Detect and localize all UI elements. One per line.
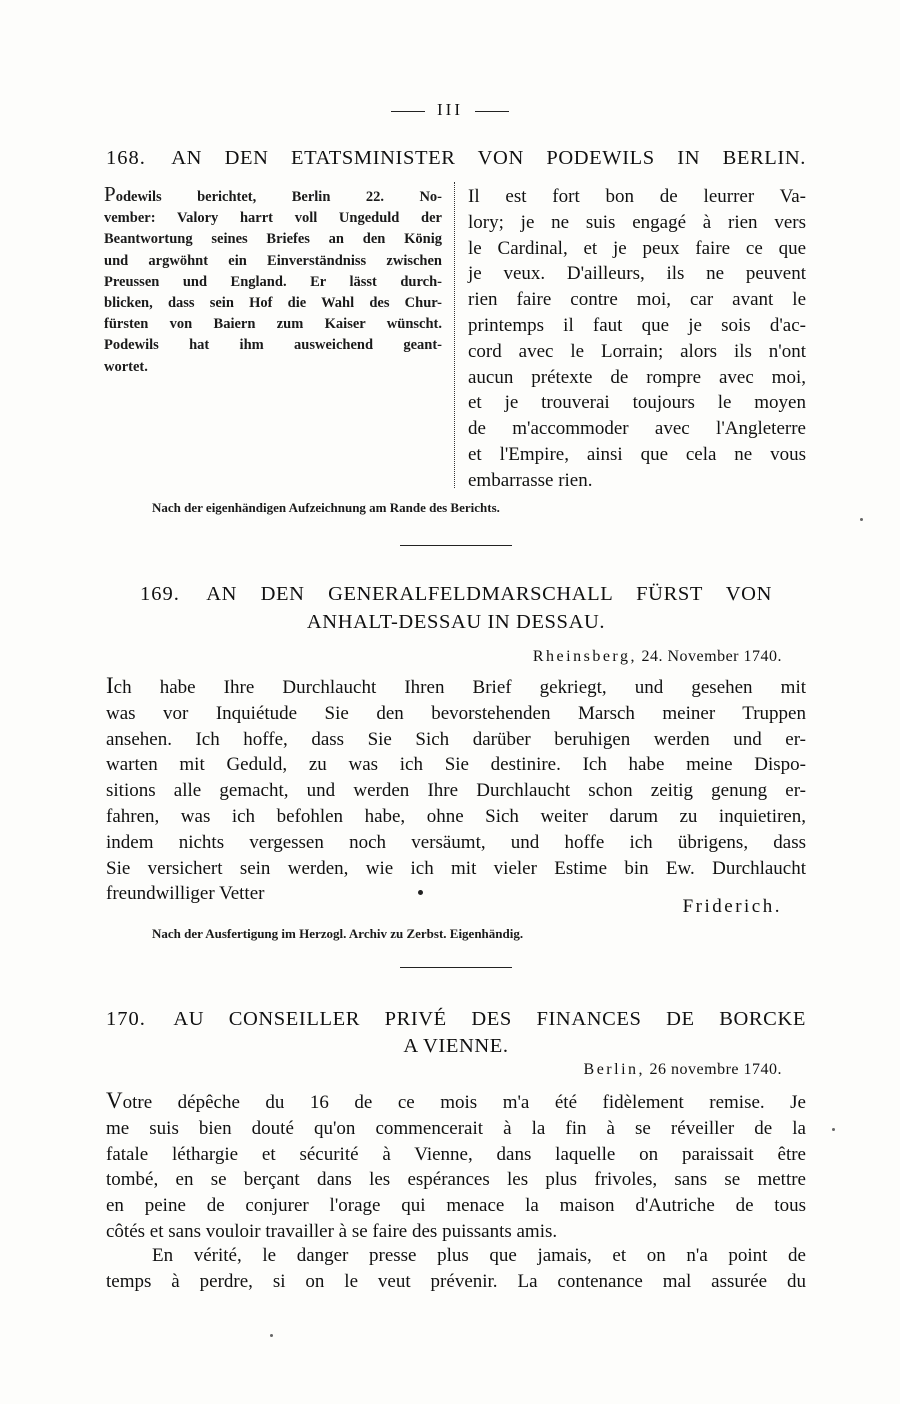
- section-170-dateline: [584, 1061, 782, 1079]
- letter-line: indem nichts vergessen noch versäumt, und hoffe ich übrigens, dass: [106, 831, 806, 853]
- section-168-title: [106, 144, 806, 172]
- dateline-date: 26 novembre 1740.: [649, 1061, 782, 1078]
- summary-line: Podewils berichtet, Berlin 22. No-: [104, 182, 442, 206]
- dateline-place: Berlin,: [583, 1061, 646, 1078]
- print-speck: [832, 1128, 835, 1131]
- reply-line: printemps il faut que je sois d'ac-: [468, 314, 806, 336]
- section-168-summary: [104, 184, 442, 378]
- summary-line: fürsten von Baiern zum Kaiser wünscht.: [104, 316, 442, 333]
- print-speck: [860, 518, 863, 521]
- page-number: III: [437, 100, 463, 119]
- section-168-number: 168.: [106, 147, 146, 169]
- section-169-signature: Friderich.: [682, 896, 782, 917]
- section-divider-rule: [400, 545, 512, 546]
- section-170-number: 170.: [106, 1008, 146, 1030]
- header-dash-right: [475, 111, 509, 112]
- letter-line: fatale léthargie et sécurité à Vienne, dans laquelle on paraissait être: [106, 1143, 806, 1165]
- letter-line: Votre dépêche du 16 de ce mois m'a été fidèlement remise. Je: [106, 1088, 806, 1113]
- letter-line: Sie versichert sein werden, wie ich mit vieler Estime bin Ew. Durchlaucht: [106, 857, 806, 879]
- section-168-reply: [468, 184, 806, 494]
- reply-line: je veux. D'ailleurs, ils ne peuvent: [468, 263, 806, 285]
- print-speck: [270, 1334, 273, 1337]
- section-169-dateline: [533, 648, 782, 666]
- dateline-place: Rheinsberg,: [532, 648, 637, 665]
- letter-line: fahren, was ich befohlen habe, ohne Sich weiter darum zu inquietiren,: [106, 805, 806, 827]
- reply-line: et l'Empire, ainsi que cela ne vous: [468, 443, 806, 465]
- reply-line: rien faire contre moi, car avant le: [468, 289, 806, 311]
- letter-line: En vérité, le danger presse plus que jamais, et on n'a point de: [152, 1245, 806, 1266]
- reply-line: de m'accommoder avec l'Angleterre: [468, 418, 806, 440]
- summary-line: wortet.: [104, 358, 148, 375]
- letter-line: en peine de conjurer l'orage qui menace la maison d'Autriche de tous: [106, 1195, 806, 1217]
- letter-line: tombé, en se berçant dans les espérances les plus frivoles, sans se mettre: [106, 1169, 806, 1191]
- letter-line: ansehen. Ich hoffe, dass Sie Sich darüber beruhigen werden und er-: [106, 728, 806, 750]
- header-dash-left: [391, 111, 425, 112]
- summary-line: Preussen und England. Er lässt durch-: [104, 273, 442, 290]
- letter-line: temps à perdre, si on le veut prévenir. La contenance mal assurée du: [106, 1270, 806, 1292]
- summary-line: Podewils hat ihm ausweichend geant-: [104, 337, 442, 354]
- reply-line: Il est fort bon de leurrer Va-: [468, 186, 806, 207]
- reply-line: et je trouverai toujours le moyen: [468, 392, 806, 414]
- section-divider-rule: [400, 967, 512, 968]
- reply-line: cord avec le Lorrain; alors ils n'ont: [468, 340, 806, 362]
- letter-line: côtés et sans vouloir travailler à se faire des puissants amis.: [106, 1220, 558, 1242]
- section-170-title: [106, 1005, 806, 1033]
- section-170-heading-line2: A VIENNE.: [403, 1035, 509, 1057]
- section-169-title: [140, 580, 772, 608]
- section-170-heading: AU CONSEILLER PRIVÉ DES FINANCES DE BORCKE: [173, 1008, 806, 1030]
- letter-dropcap: V: [106, 1088, 123, 1113]
- letter-line: sitions alle gemacht, und werden Ihre Durchlaucht schon zeitig genung er-: [106, 780, 806, 802]
- summary-dropcap: P: [104, 182, 116, 206]
- summary-line: und argwöhnt ein Einverständniss zwischen: [104, 252, 442, 269]
- section-168-heading: AN DEN ETATSMINISTER VON PODEWILS IN BERLIN.: [171, 147, 806, 169]
- section-169-source-note: Nach der Ausfertigung im Herzogl. Archiv zu Zerbst. Eigenhändig.: [152, 926, 524, 941]
- summary-line: Beantwortung seines Briefes an den König: [104, 231, 442, 248]
- section-169-heading-line2: ANHALT-DESSAU IN DESSAU.: [306, 611, 606, 633]
- print-speck: [418, 890, 423, 895]
- reply-line: embarrasse rien.: [468, 469, 593, 491]
- section-169-letter: [106, 673, 806, 907]
- letter-line: Ich habe Ihre Durchlaucht Ihren Brief gekriegt, und gesehen mit: [106, 673, 806, 698]
- letter-line: me suis bien douté qu'on commencerait à la fin à se réveiller de la: [106, 1117, 806, 1139]
- letter-dropcap: I: [106, 673, 114, 698]
- reply-line: le Cardinal, et je peux faire ce que: [468, 237, 806, 259]
- page-header: [0, 100, 900, 120]
- reply-line: lory; je ne suis engagé à rien vers: [468, 211, 806, 233]
- reply-line: aucun prétexte de rompre avec moi,: [468, 366, 806, 388]
- section-169-heading: AN DEN GENERALFELDMARSCHALL FÜRST VON: [206, 583, 772, 605]
- column-divider: [454, 182, 455, 488]
- summary-line: blicken, dass sein Hof die Wahl des Chur-: [104, 295, 442, 312]
- dateline-date: 24. November 1740.: [641, 648, 782, 665]
- section-170-letter-para1: [106, 1088, 806, 1245]
- summary-line: vember: Valory harrt voll Ungeduld der: [104, 210, 442, 227]
- section-168-source-note: Nach der eigenhändigen Aufzeichnung am Rande des Berichts.: [152, 500, 500, 515]
- section-170-letter-para2: [106, 1243, 806, 1295]
- letter-line: freundwilliger Vetter: [106, 883, 265, 905]
- letter-line: was vor Inquiétude Sie den bevorstehenden Marsch meiner Truppen: [106, 702, 806, 724]
- section-169-number: 169.: [140, 583, 180, 605]
- letter-line: warten mit Geduld, zu was ich Sie destinire. Ich habe meine Dispo-: [106, 754, 806, 776]
